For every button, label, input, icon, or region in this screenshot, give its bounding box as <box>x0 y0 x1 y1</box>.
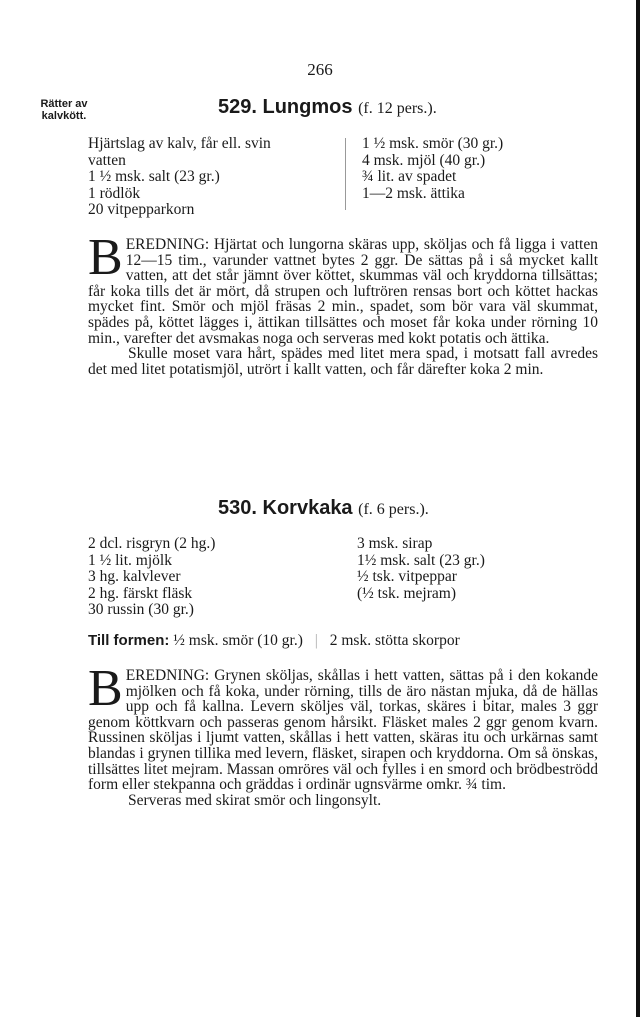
section-label <box>28 98 100 122</box>
ingredients-right-530 <box>357 536 485 602</box>
form-label: Till formen: <box>88 632 170 649</box>
ingredient-item: vatten <box>88 151 126 169</box>
ingredient-item: 1 ½ msk. smör (30 gr.) <box>362 135 504 152</box>
recipe-servings: (f. 12 pers.). <box>358 100 437 117</box>
form-item: 2 msk. stötta skorpor <box>329 632 460 649</box>
page-edge <box>636 0 640 1017</box>
column-divider <box>345 138 346 210</box>
ingredient-item: 1—2 msk. ättika <box>362 184 465 202</box>
ingredients-left-529 <box>88 136 271 219</box>
ingredient-item: 1 ½ lit. mjölk <box>88 551 172 569</box>
ingredient-item: 3 hg. kalvlever <box>88 568 181 585</box>
method-paragraph <box>88 660 598 794</box>
ingredient-item: 1 rödlök <box>88 184 141 202</box>
ingredient-item: 20 vitpepparkorn <box>88 201 195 218</box>
recipe-servings: (f. 6 pers.). <box>358 501 429 518</box>
form-ingredients <box>88 632 608 650</box>
ingredient-item: 1 ½ msk. salt (23 gr.) <box>88 168 220 185</box>
recipe-title-530 <box>218 497 429 520</box>
ingredient-item: ½ tsk. vitpeppar <box>357 568 457 585</box>
method-text: Hjärtat och lungorna skäras upp, sköljas och få ligga i vatten 12—15 tim., varunder vattnet bytes 2 ggr. De sättas på i så mycket kallt vatten, att det står jämnt över köttet, skummas väl och kryddorna tillsättas; får koka tills det är mört, då strupen och luftrören rensas bort och köttet hackas mycket fint. Smör och mjöl fräsas 2 min., spadet, som bör vara väl skummat, spädes på, köttet lägges i, ättikan tillsättes och moset får koka under rörning 10 min., varefter det avsmakas noga och serveras med kokt potatis och ättika. <box>88 236 598 347</box>
method-text: Grynen sköljas, skållas i hett vatten, sättas på i den kokande mjölken och få koka, under rörning, tills de äro nästan mjuka, då de hällas upp och få kallna. Levern sköljes väl, torkas, skäres i bitar, males 3 ggr genom köttkvarn och passeras genom hårsikt. Fläsket males 2 ggr genom kvarn. Russinen sköljas i ljumt vatten, skållas i hett vatten, skäras itu och urkärnas samt blandas i grynen tillika med levern, fläsket, sirapen och kryddorna. Om så önskas, tillsättes litet mejram. Massan omröres väl och fylles i en smord och brödbeströdd form eller stekpanna och gräddas i ordinär ugnsvärme omkr. ¾ tim. <box>88 667 598 794</box>
ingredients-left-530 <box>88 536 215 619</box>
method-paragraph: Skulle moset vara hårt, spädes med litet mera spad, i motsatt fall avredes det med litet potatismjöl, utrört i kallt vatten, och får därefter koka 2 min. <box>88 345 598 378</box>
ingredient-item: 2 dcl. risgryn (2 hg.) <box>88 535 216 552</box>
form-divider: | <box>314 632 318 649</box>
method-530 <box>88 660 598 809</box>
section-label-line: kalvkött. <box>41 110 87 122</box>
ingredients-right-529 <box>362 136 503 202</box>
drop-cap: B <box>88 229 123 286</box>
ingredient-item: 2 hg. färskt fläsk <box>88 584 193 602</box>
ingredient-item: (½ tsk. mejram) <box>357 584 457 602</box>
ingredient-item: 3 msk. sirap <box>357 535 433 552</box>
recipe-title-529 <box>218 96 437 119</box>
ingredient-item: 1½ msk. salt (23 gr.) <box>357 551 485 569</box>
form-item: ½ msk. smör (10 gr.) <box>173 632 303 649</box>
section-label-line: Rätter av <box>40 98 88 110</box>
recipe-name: Lungmos <box>262 96 353 118</box>
method-paragraph <box>88 229 598 347</box>
method-lead: EREDNING: <box>125 667 210 684</box>
method-paragraph: Serveras med skirat smör och lingonsylt. <box>128 791 382 809</box>
method-lead: EREDNING: <box>125 236 210 253</box>
ingredient-item: 30 russin (30 gr.) <box>88 601 194 618</box>
recipe-number: 530. <box>218 497 257 519</box>
page-number: 266 <box>307 60 333 79</box>
recipe-number: 529. <box>218 96 257 118</box>
recipe-name: Korvkaka <box>262 497 353 519</box>
ingredient-item: ¾ lit. av spadet <box>362 168 457 185</box>
method-529 <box>88 229 598 378</box>
ingredient-item: 4 msk. mjöl (40 gr.) <box>362 151 486 169</box>
ingredient-item: Hjärtslag av kalv, får ell. svin <box>88 135 271 152</box>
drop-cap: B <box>88 660 123 717</box>
